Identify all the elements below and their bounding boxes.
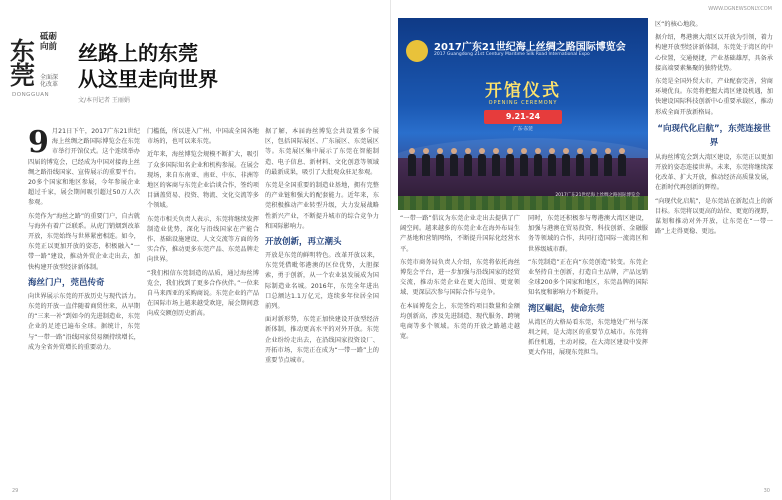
paragraph: 同时，东莞还积极参与粤港澳大湾区建设，加强与港澳在贸易投资、科技创新、金融服务等领域的合作，共同打造国际一流湾区和世界级城市群。 <box>528 215 648 253</box>
column-logo <box>10 30 62 102</box>
person-figure <box>464 154 472 176</box>
photo-ceremony-text: 开馆仪式 <box>485 81 561 101</box>
paragraph: “一带一路”倡议为东莞企业走出去提供了广阔空间。越来越多的东莞企业在海外布局生产基地和营销网络，不断提升国际化经营水平。 <box>400 215 520 253</box>
paragraph: 开放是东莞的鲜明特色。改革开放以来，东莞凭借毗邻港澳的区位优势，大胆探索，勇于创新，从一个农业县发展成为国际制造业名城。2016年，东莞全年进出口总额达1.1万亿元，连续多年位居全国前列。 <box>265 252 379 311</box>
event-photo <box>398 18 648 210</box>
section-heading: 海丝门户，莞邑传奇 <box>28 277 105 288</box>
person-figure <box>548 154 556 176</box>
photo-ceremony-en: OPENING CEREMONY <box>488 100 558 106</box>
text-column-5 <box>528 214 648 490</box>
person-figure <box>590 154 598 176</box>
byline: 文/本刊记者 王丽娟 <box>78 97 130 104</box>
person-figure <box>534 154 542 176</box>
paragraph: 东莞是全国外贸大市，产业配套完善，营商环境优良。东莞将把握大湾区建设机遇，加快建设国际科技创新中心重要承载区，推动形成全面开放新格局。 <box>655 78 773 116</box>
paragraph: 门槛低，所以进入广州、中国或全国各地市场的，也可以来东莞。 <box>147 128 259 146</box>
person-figure <box>506 154 514 176</box>
logo-char-1: 东 <box>10 37 36 66</box>
paragraph: 从湾区的大格局看东莞，东莞地处广州与深圳之间，是大湾区的重要节点城市。东莞将抓住机遇，主动对接，在大湾区建设中发挥更大作用，展现东莞担当。 <box>528 318 648 357</box>
paragraph: “我们相信东莞制造的品质，通过海丝博览会，我们找到了更多合作伙伴。”一位来自马来西亚的采购商说。东莞企业的产品在国际市场上越来越受欢迎，展会期间意向成交额创历史新高。 <box>147 269 259 318</box>
person-figure <box>618 154 626 176</box>
logo-char-2: 莞 <box>10 61 36 90</box>
paragraph: 据介绍，粤港澳大湾区以开放为引领，着力构建开放型经济新体制，东莞处于湾区的中心位置，交通便捷，产业基础雄厚，具备承接高端要素集聚的独特优势。 <box>655 34 773 72</box>
person-figure <box>422 154 430 176</box>
title-line-2: 从这里走向世界 <box>78 67 218 91</box>
text-column-2 <box>147 127 259 490</box>
paragraph: 东莞市商务局负责人介绍，东莞将依托海丝博览会平台，进一步加强与沿线国家的经贸交流，推动东莞企业在更大范围、更宽领域、更深层次参与国际合作与竞争。 <box>400 258 520 297</box>
person-figure <box>576 154 584 176</box>
person-figure <box>408 154 416 176</box>
dropcap: 9 <box>28 127 49 160</box>
photo-venue: 广东·东莞 <box>513 127 533 132</box>
photo-event-title: 2017广东21世纪海上丝绸之路国际博览会 <box>434 42 626 53</box>
logo-side-text-2: 全面深化改革 <box>40 74 59 88</box>
text-column-6 <box>655 20 773 490</box>
page-number-right: 30 <box>763 488 770 494</box>
title-line-1: 丝路上的东莞 <box>78 41 198 65</box>
header-url: WWW.DGNEWSONLY.COM <box>708 6 772 12</box>
person-figure <box>492 154 500 176</box>
paragraph: 从海丝博览会到大湾区建设，东莞正以更加开放的姿态连接世界。未来，东莞将继续深化改革、扩大开放，推动经济高质量发展，在新时代再创新的辉煌。 <box>655 153 773 192</box>
spine-divider <box>390 0 391 500</box>
photo-plants <box>398 196 648 210</box>
text-column-1 <box>28 127 140 490</box>
paragraph: 近年来，海丝博览会规模不断扩大，吸引了众多国际知名企业和机构参展。在展会现场，来自东南亚、南亚、中东、非洲等地区的客商与东莞企业洽谈合作，签约项目涵盖贸易、投资、物流、文化交流等多个领域。 <box>147 151 259 210</box>
section-heading: “向现代化启航”，东莞连接世界 <box>657 123 771 148</box>
photo-people-row <box>408 146 638 176</box>
section-heading: 湾区崛起，使命东莞 <box>528 303 605 314</box>
person-figure <box>478 154 486 176</box>
person-figure <box>520 154 528 176</box>
expo-logo-icon <box>406 40 428 62</box>
page-number-left: 29 <box>12 488 19 494</box>
paragraph: “向现代化启航”，是东莞站在新起点上的新目标。东莞将以更高的站位、更宽的视野，谋划和推动对外开放，让东莞在“一带一路”上走得更稳、更远。 <box>655 197 773 236</box>
section-heading: 开放创新，再立潮头 <box>265 237 342 248</box>
person-figure <box>604 154 612 176</box>
text-column-4 <box>400 214 520 490</box>
paragraph: “东莞制造”正在向“东莞创造”转变。东莞企业坚持自主创新，打造自主品牌，产品远销全球200多个国家和地区，东莞品牌的国际知名度和影响力不断提升。 <box>528 258 648 297</box>
paragraph: 东莞是全国重要的制造业基地，拥有完整的产业链和强大的配套能力。近年来，东莞积极推动产业转型升级，大力发展战略性新兴产业，不断提升城市的综合竞争力和国际影响力。 <box>265 182 379 230</box>
photo-date-badge: 9.21-24 <box>484 110 562 124</box>
paragraph: 区“的核心地段。 <box>655 21 702 28</box>
paragraph: 月21日下午，2017广东21世纪海上丝绸之路国际博览会在东莞市举行开馆仪式。这个连续举办四届的博览会，已经成为中国对接海上丝绸之路沿线国家、宣传展示的重要平台。20多个国家和地区参展，今年参展企业超过千家，展会期间吸引超过50万人次参观。 <box>28 128 140 207</box>
person-figure <box>562 154 570 176</box>
person-figure <box>436 154 444 176</box>
photo-caption: 2017广东21世纪海上丝绸之路国际博览会 <box>555 193 640 198</box>
logo-tagline: DONGGUAN <box>12 92 50 98</box>
paragraph: 东莞市相关负责人表示，东莞将继续发挥制造业优势，深化与沿线国家在产能合作、基础设施建设、人文交流等方面的务实合作，推动更多东莞产品、东莞品牌走向世界。 <box>147 215 259 264</box>
paragraph: 东莞作为“海丝之路”的重要门户，自古就与海外有着广泛联系。从虎门销烟到改革开放，东莞始终与世界紧密相连。如今，东莞正以更加开放的姿态，积极融入“一带一路”建设，推动外贸企业走出去，加快构建开放型经济新体制。 <box>28 212 140 271</box>
logo-side-text: 砥砺向前 <box>40 32 58 52</box>
paragraph: 面对新形势，东莞正加快建设开放型经济新体制，推动更高水平的对外开放。东莞企业纷纷走出去，在沿线国家投资设厂、开拓市场，东莞正在成为“一带一路”上的重要节点城市。 <box>265 316 379 365</box>
text-column-3 <box>265 127 379 490</box>
paragraph: 向世界展示东莞的开放历史与现代活力。东莞的开放一直伴随着商贸往来，从早期的“三来一补”到如今的先进制造业，东莞企业的足迹已遍布全球。据统计，东莞与“一带一路”沿线国家贸易额持续增长，成为全省外贸增长的重要动力。 <box>28 292 140 351</box>
person-figure <box>450 154 458 176</box>
paragraph: 在本届博览会上，东莞签约项目数量和金额均创新高，涉及先进制造、现代服务、跨境电商等多个领域。东莞的开放之路越走越宽。 <box>400 302 520 341</box>
paragraph: 据了解，本届海丝博览会共设置多个展区，包括国际展区、广东展区、东莞展区等。东莞展区集中展示了东莞在智能制造、电子信息、新材料、文化创意等领域的最新成果，吸引了大批观众驻足参观。 <box>265 128 379 176</box>
article-title <box>78 40 218 92</box>
photo-event-title-en: 2017 Guangdong 21st Century Maritime Silk Road International Expo <box>434 52 590 57</box>
